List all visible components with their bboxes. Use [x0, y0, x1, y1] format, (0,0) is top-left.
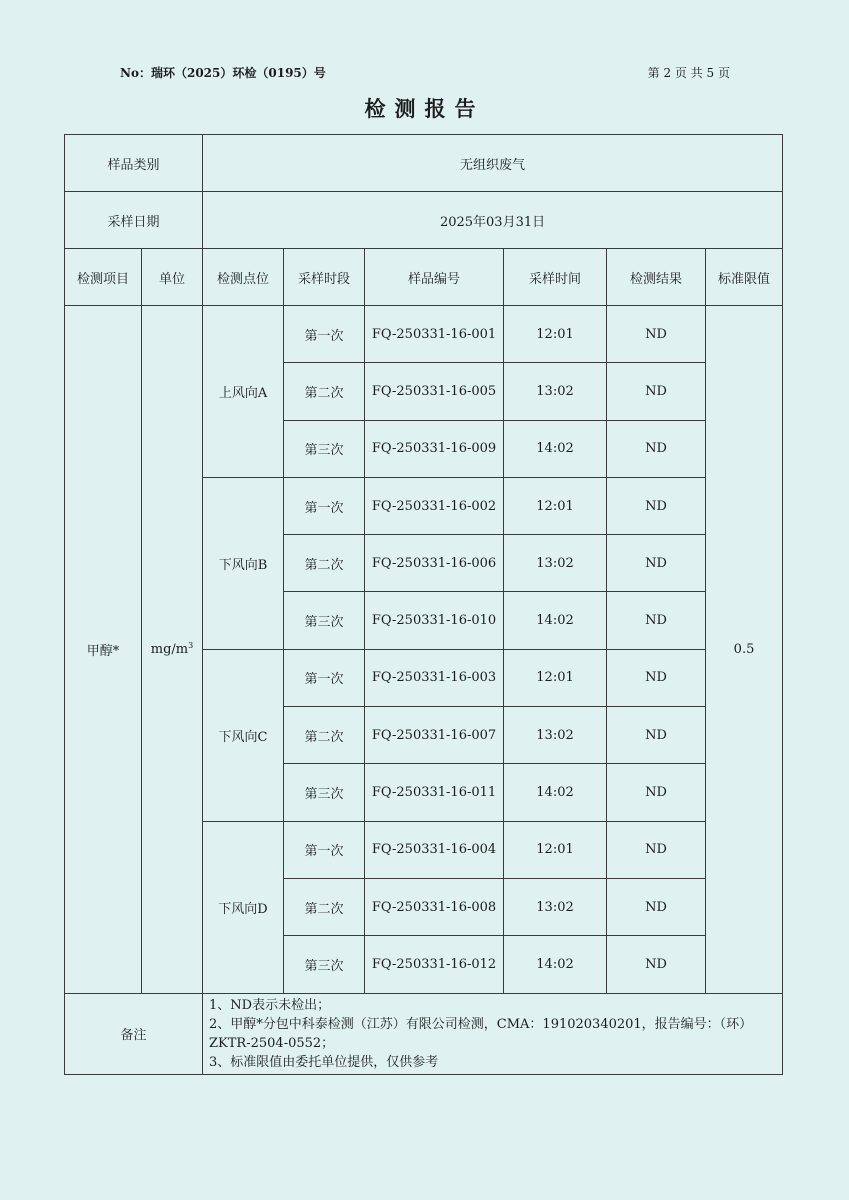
column-header-row [65, 249, 783, 306]
unit-base: mg/m [150, 642, 189, 658]
sample-no-cell: FQ-250331-16-008 [365, 878, 504, 935]
result-cell: ND [607, 363, 706, 420]
sampling-time-cell: 13:02 [504, 535, 607, 592]
result-cell: ND [607, 707, 706, 764]
sample-no-cell: FQ-250331-16-002 [365, 477, 504, 534]
period-cell: 第二次 [284, 707, 365, 764]
sampling-time-cell: 13:02 [504, 707, 607, 764]
sample-no-cell: FQ-250331-16-012 [365, 936, 504, 993]
sampling-time-cell: 13:02 [504, 363, 607, 420]
sampling-date-value: 2025年03月31日 [203, 192, 783, 249]
unit-exponent: 3 [188, 641, 194, 651]
standard-limit-cell: 0.5 [706, 306, 783, 994]
sampling-point-cell: 上风向A [203, 306, 284, 478]
result-cell: ND [607, 649, 706, 706]
sample-category-row [65, 135, 783, 192]
sampling-point-cell: 下风向C [203, 649, 284, 821]
notes-label: 备注 [65, 993, 203, 1074]
result-cell: ND [607, 764, 706, 821]
sample-no-cell: FQ-250331-16-005 [365, 363, 504, 420]
sample-no-cell: FQ-250331-16-001 [365, 306, 504, 363]
period-cell: 第三次 [284, 592, 365, 649]
period-cell: 第一次 [284, 821, 365, 878]
period-cell: 第三次 [284, 764, 365, 821]
sampling-time-cell: 12:01 [504, 306, 607, 363]
column-header: 采样时段 [284, 249, 365, 306]
sample-category-label: 样品类别 [65, 135, 203, 192]
result-cell: ND [607, 592, 706, 649]
sampling-time-cell: 12:01 [504, 477, 607, 534]
notes-content [203, 993, 783, 1074]
notes-row [65, 993, 783, 1074]
column-header: 标准限值 [706, 249, 783, 306]
sample-no-cell: FQ-250331-16-007 [365, 707, 504, 764]
sampling-time-cell: 14:02 [504, 592, 607, 649]
note-line: 2、甲醇*分包中科泰检测（江苏）有限公司检测，CMA：191020340201，报告编号：（环）ZKTR-2504-0552； [209, 1016, 753, 1051]
sampling-time-cell: 13:02 [504, 878, 607, 935]
header-line [120, 64, 730, 82]
table-row [65, 306, 783, 363]
result-cell: ND [607, 306, 706, 363]
sampling-date-row [65, 192, 783, 249]
sample-no-cell: FQ-250331-16-006 [365, 535, 504, 592]
sampling-time-cell: 14:02 [504, 420, 607, 477]
sampling-date-label: 采样日期 [65, 192, 203, 249]
period-cell: 第三次 [284, 936, 365, 993]
sample-no-cell: FQ-250331-16-004 [365, 821, 504, 878]
sample-no-cell: FQ-250331-16-010 [365, 592, 504, 649]
result-cell: ND [607, 535, 706, 592]
period-cell: 第一次 [284, 649, 365, 706]
period-cell: 第三次 [284, 420, 365, 477]
test-item-cell: 甲醇* [65, 306, 142, 994]
column-header: 检测项目 [65, 249, 142, 306]
period-cell: 第二次 [284, 363, 365, 420]
sample-no-cell: FQ-250331-16-003 [365, 649, 504, 706]
sampling-point-cell: 下风向D [203, 821, 284, 993]
result-cell: ND [607, 936, 706, 993]
result-cell: ND [607, 821, 706, 878]
column-header: 单位 [142, 249, 203, 306]
result-cell: ND [607, 420, 706, 477]
sample-no-cell: FQ-250331-16-009 [365, 420, 504, 477]
report-table [64, 134, 783, 1075]
report-number: No：瑞环（2025）环检（0195）号 [120, 66, 326, 80]
period-cell: 第一次 [284, 306, 365, 363]
period-cell: 第一次 [284, 477, 365, 534]
column-header: 样品编号 [365, 249, 504, 306]
result-cell: ND [607, 477, 706, 534]
sampling-time-cell: 12:01 [504, 649, 607, 706]
sample-no-cell: FQ-250331-16-011 [365, 764, 504, 821]
column-header: 检测结果 [607, 249, 706, 306]
sampling-time-cell: 12:01 [504, 821, 607, 878]
sampling-point-cell: 下风向B [203, 477, 284, 649]
result-cell: ND [607, 878, 706, 935]
sampling-time-cell: 14:02 [504, 936, 607, 993]
sampling-time-cell: 14:02 [504, 764, 607, 821]
period-cell: 第二次 [284, 535, 365, 592]
column-header: 检测点位 [203, 249, 284, 306]
page-title: 检测报告 [364, 96, 485, 121]
column-header: 采样时间 [504, 249, 607, 306]
unit-cell [142, 306, 203, 994]
note-line: 3、标准限值由委托单位提供，仅供参考 [209, 1054, 439, 1070]
note-line: 1、ND表示未检出； [209, 997, 331, 1013]
sample-category-value: 无组织废气 [203, 135, 783, 192]
page-indicator: 第 2 页 共 5 页 [647, 66, 730, 80]
period-cell: 第二次 [284, 878, 365, 935]
